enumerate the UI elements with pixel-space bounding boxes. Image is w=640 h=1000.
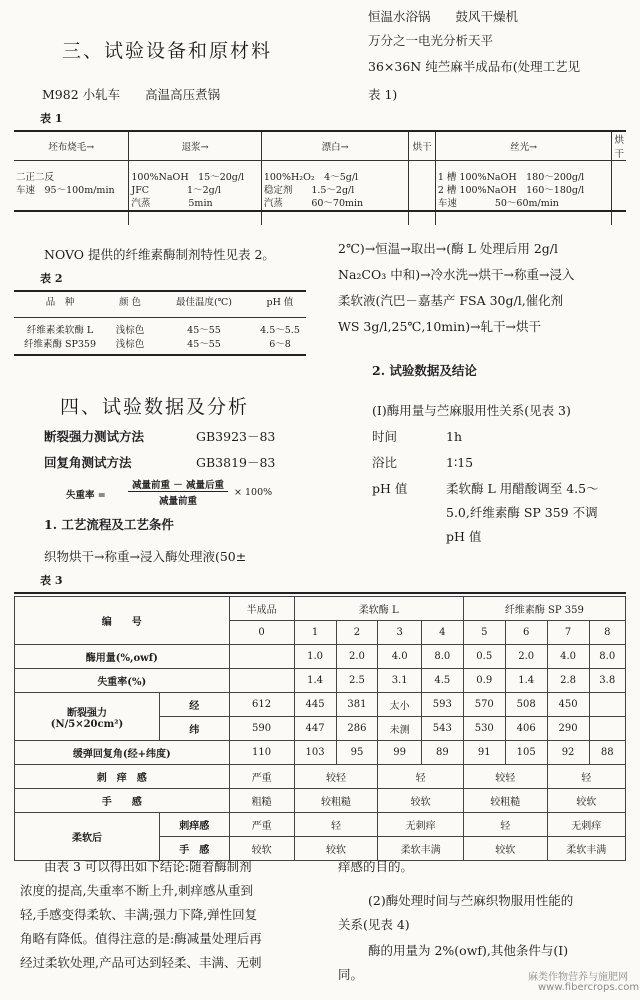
table-3-cell: 0.9 [463,669,505,693]
table-3-cell: 8.0 [589,645,625,669]
table-3-cell: 450 [547,693,589,717]
table-row [15,669,626,693]
table-3-cell: 1.0 [294,645,336,669]
equipment-line-4: 表 1) [368,87,398,102]
method-1-std: GB3923－83 [196,429,276,444]
condition-value: 1∶15 [446,455,474,470]
table-3-cell: 柔软丰满 [378,837,463,861]
table-3-header: 柔软酶 L [294,597,463,621]
table-3-cell: 290 [547,717,589,741]
table-3-header: 半成品 [229,597,294,621]
table-3-cell: 无刺痒 [547,813,625,837]
right-text-line-4: 酶的用量为 2%(owf),其他条件与(I) [368,943,569,958]
subsection-1-text: 织物烘干→称重→浸入酶处理液(50± [44,549,247,564]
table-3-cell: 612 [229,693,294,717]
right-text-line-2: (2)酶处理时间与苎麻织物服用性能的 [368,893,574,908]
right-text-line-3: 关系(见表 4) [338,917,410,932]
table-3-cell: 1.4 [294,669,336,693]
table-3-cell: 89 [421,741,463,765]
novo-text: NOVO 提供的纤维素酶制剂特性见表 2。 [44,247,275,262]
method-2-std: GB3819－83 [196,455,276,470]
table-3-cell: 较软 [294,837,378,861]
table-3-cell: 530 [463,717,505,741]
table-row [15,645,626,669]
table-3-cell: 110 [229,741,294,765]
table-3-cell: 508 [505,693,547,717]
table-3-header: 编 号 [15,597,230,645]
table-3-cell: 较软 [547,789,625,813]
row-sublabel: 刺痒感 [160,813,230,837]
table-3 [14,596,626,861]
table-3-num: 4 [421,621,463,645]
row-label: 柔软后 [15,813,160,861]
table-3-cell: 轻 [547,765,625,789]
equipment-line-3: 36×36N 纯苎麻半成品布(处理工艺见 [368,59,581,74]
formula-denominator: 减量前重 [158,496,197,507]
table-3-cell: 381 [336,693,378,717]
table-1-header: 漂白→ [261,132,409,161]
table-3-cell: 99 [378,741,421,765]
right-text-line-5: 同。 [338,967,364,982]
conclusion-line-1: 由表 3 可以得出如下结论:随着酶制剂 [44,859,252,874]
table-3-cell: 轻 [463,813,547,837]
table-2-cell: 纤维素柔软酶 L [26,325,94,336]
condition-value: 柔软酶 L 用醋酸调至 4.5～ [446,481,599,496]
table-3-cell: 较粗糙 [294,789,378,813]
table-3-cell: 4.0 [547,645,589,669]
table-3-cell: 8.0 [421,645,463,669]
table-3-cell: 593 [421,693,463,717]
table-3-cell: 91 [463,741,505,765]
table-1-cell: 100%NaOH 15～20g/l JFC 1～2g/l 汽蒸 5min [129,161,261,226]
table-row [14,322,306,336]
conclusion-line-2: 浓度的提高,失重率不断上升,刺痒感从重到 [20,883,253,898]
row-label: 缓弹回复角(经+纬度) [15,741,230,765]
table-3-cell: 88 [589,741,625,765]
table-3-cell: 较轻 [294,765,378,789]
table-3-cell: 0.5 [463,645,505,669]
section-3-title: 三、试验设备和原材料 [62,40,273,62]
watermark-text: 麻类作物营养与施肥网 [528,972,628,983]
table-3-num: 0 [229,621,294,645]
table-2-cell: 4.5～5.5 [260,325,300,336]
subsection-1-title: 1. 工艺流程及工艺条件 [44,517,174,532]
section-4-title: 四、试验数据及分析 [60,396,250,418]
table-3-cell: 590 [229,717,294,741]
table-3-cell: 严重 [229,765,294,789]
table-2-cell: 6～8 [269,339,291,350]
table-1-header: 坯布烧毛→ [14,132,129,161]
flow-line-3: 柔软液(汽巴－嘉基产 FSA 30g/l,催化剂 [338,293,564,308]
table-1-header: 烘干 [612,132,626,161]
table-1-label: 表 1 [40,112,63,125]
table-3-cell: 未测 [378,717,421,741]
flow-line-2: Na₂CO₃ 中和)→冷水洗→烘干→称重→浸入 [338,267,575,282]
conclusion-line-4: 角略有降低。值得注意的是:酶减量处理后再 [20,931,262,946]
formula-rhs: × 100% [234,487,273,498]
table-2-cell: 浅棕色 [115,339,145,350]
table-3-cell: 4.5 [421,669,463,693]
table-3-cell: 543 [421,717,463,741]
table-3-cell: 较软 [378,789,463,813]
condition-key: pH 值 [372,481,408,496]
table-row [15,813,626,837]
table-3-cell [229,645,294,669]
row-label: 刺 痒 感 [15,765,230,789]
method-2-name: 回复角测试方法 [44,455,132,470]
table-3-cell: 2.8 [547,669,589,693]
table-1-cell [409,161,435,226]
table-3-cell: 1.4 [505,669,547,693]
table-3-num: 7 [547,621,589,645]
table-3-cell: 较软 [229,837,294,861]
table-3-cell: 轻 [294,813,378,837]
table-row [15,765,626,789]
table-3-num: 5 [463,621,505,645]
table-1-header: 丝光→ [435,132,612,161]
table-3-cell: 286 [336,717,378,741]
table-1-cell: 100%H₂O₂ 4～5g/l 稳定剂 1.5～2g/l 汽蒸 60～70min [261,161,409,226]
table-3-num: 6 [505,621,547,645]
table-1-header: 烘干 [409,132,435,161]
table-3-cell: 103 [294,741,336,765]
table-3-cell: 447 [294,717,336,741]
conclusion-line-5: 经过柔软处理,产品可达到轻柔、丰满、无刺 [20,955,262,970]
table-1-cell [612,161,626,226]
table-1-cell: 二正二反 车速 95～100m/min [16,172,115,196]
table-3-cell: 无刺痒 [378,813,463,837]
condition-key: 浴比 [372,455,398,470]
row-label: 断裂强力 (N/5×20cm²) [15,693,160,741]
table-2-header: 品 种 [45,297,75,308]
table-3-cell: 较软 [463,837,547,861]
row-label: 失重率(%) [15,669,230,693]
row-sublabel: 手 感 [160,837,230,861]
row-sublabel: 纬 [160,717,230,741]
table-3-num: 1 [294,621,336,645]
table-row [15,741,626,765]
row-label: 手 感 [15,789,230,813]
table-3-cell: 2.0 [336,645,378,669]
table-3-cell [589,693,625,717]
equipment-left: M982 小轧车 高温高压煮锅 [42,87,221,102]
equipment-line-1: 恒温水浴锅 鼓风干燥机 [368,9,519,24]
row-label: 酶用量(%,owf) [15,645,230,669]
flow-line-4: WS 3g/l,25℃,10min)→轧干→烘干 [338,319,542,334]
flow-line-1: 2℃)→恒温→取出→(酶 L 处理后用 2g/l [338,241,558,256]
table-3-cell: 粗糙 [229,789,294,813]
method-1-name: 断裂强力测试方法 [44,429,145,444]
table-3-cell [229,669,294,693]
table-3-num: 2 [336,621,378,645]
conclusion-line-3: 轻,手感变得柔软、丰满;强力下降,弹性回复 [20,907,258,922]
table-3-cell: 柔软丰满 [547,837,625,861]
table-2-cell: 纤维素酶 SP359 [23,339,97,350]
table-3-cell: 较轻 [463,765,547,789]
table-3-cell: 太小 [378,693,421,717]
table-3-cell: 2.0 [505,645,547,669]
table-3-cell: 轻 [378,765,463,789]
table-3-cell: 92 [547,741,589,765]
table-2 [14,294,306,308]
table-2-body [14,322,306,350]
table-3-cell: 4.0 [378,645,421,669]
formula-lhs: 失重率 = [66,490,106,501]
table-3-header: 纤维素酶 SP 359 [463,597,625,621]
table-2-label: 表 2 [40,272,63,285]
row-sublabel: 经 [160,693,230,717]
table-3-cell: 严重 [229,813,294,837]
condition-cont-2: pH 值 [446,529,482,544]
table-3-cell: 445 [294,693,336,717]
table-3-cell: 95 [336,741,378,765]
table-row [14,336,306,350]
watermark-url: www.fibercrops.com [538,982,640,993]
condition-value: 1h [446,429,463,444]
table-3-cell: 570 [463,693,505,717]
table-3-num: 3 [378,621,421,645]
table-3-cell: 105 [505,741,547,765]
table-2-header: pH 值 [266,297,294,308]
table-3-label: 表 3 [40,574,63,587]
subsection-2-intro: (I)酶用量与苎麻服用性关系(见表 3) [372,403,571,418]
right-text-line-1: 痒感的目的。 [338,859,414,874]
subsection-2-title: 2. 试验数据及结论 [372,363,477,378]
table-1-cell: 1 槽 100%NaOH 180～200g/l 2 槽 100%NaOH 160～180g/l 车速 50～60m/min [435,161,612,226]
equipment-line-2: 万分之一电光分析天平 [368,33,494,48]
formula-numerator: 减量前重 － 减量后重 [128,477,228,492]
table-1-header: 退浆→ [129,132,261,161]
table-3-cell: 2.5 [336,669,378,693]
table-2-header: 颜 色 [118,297,142,308]
table-3-cell: 较粗糙 [463,789,547,813]
table-3-cell [589,717,625,741]
table-3-cell: 406 [505,717,547,741]
condition-key: 时间 [372,429,398,444]
table-3-num: 8 [589,621,625,645]
table-row [15,789,626,813]
table-2-cell: 45～55 [187,325,221,336]
table-2-cell: 45～55 [187,339,221,350]
table-3-cell: 3.8 [589,669,625,693]
table-2-cell: 浅棕色 [115,325,145,336]
table-2-header: 最佳温度(℃) [175,297,233,308]
table-3-cell: 3.1 [378,669,421,693]
table-row [15,693,626,717]
condition-cont-1: 5.0,纤维素酶 SP 359 不调 [446,505,598,520]
